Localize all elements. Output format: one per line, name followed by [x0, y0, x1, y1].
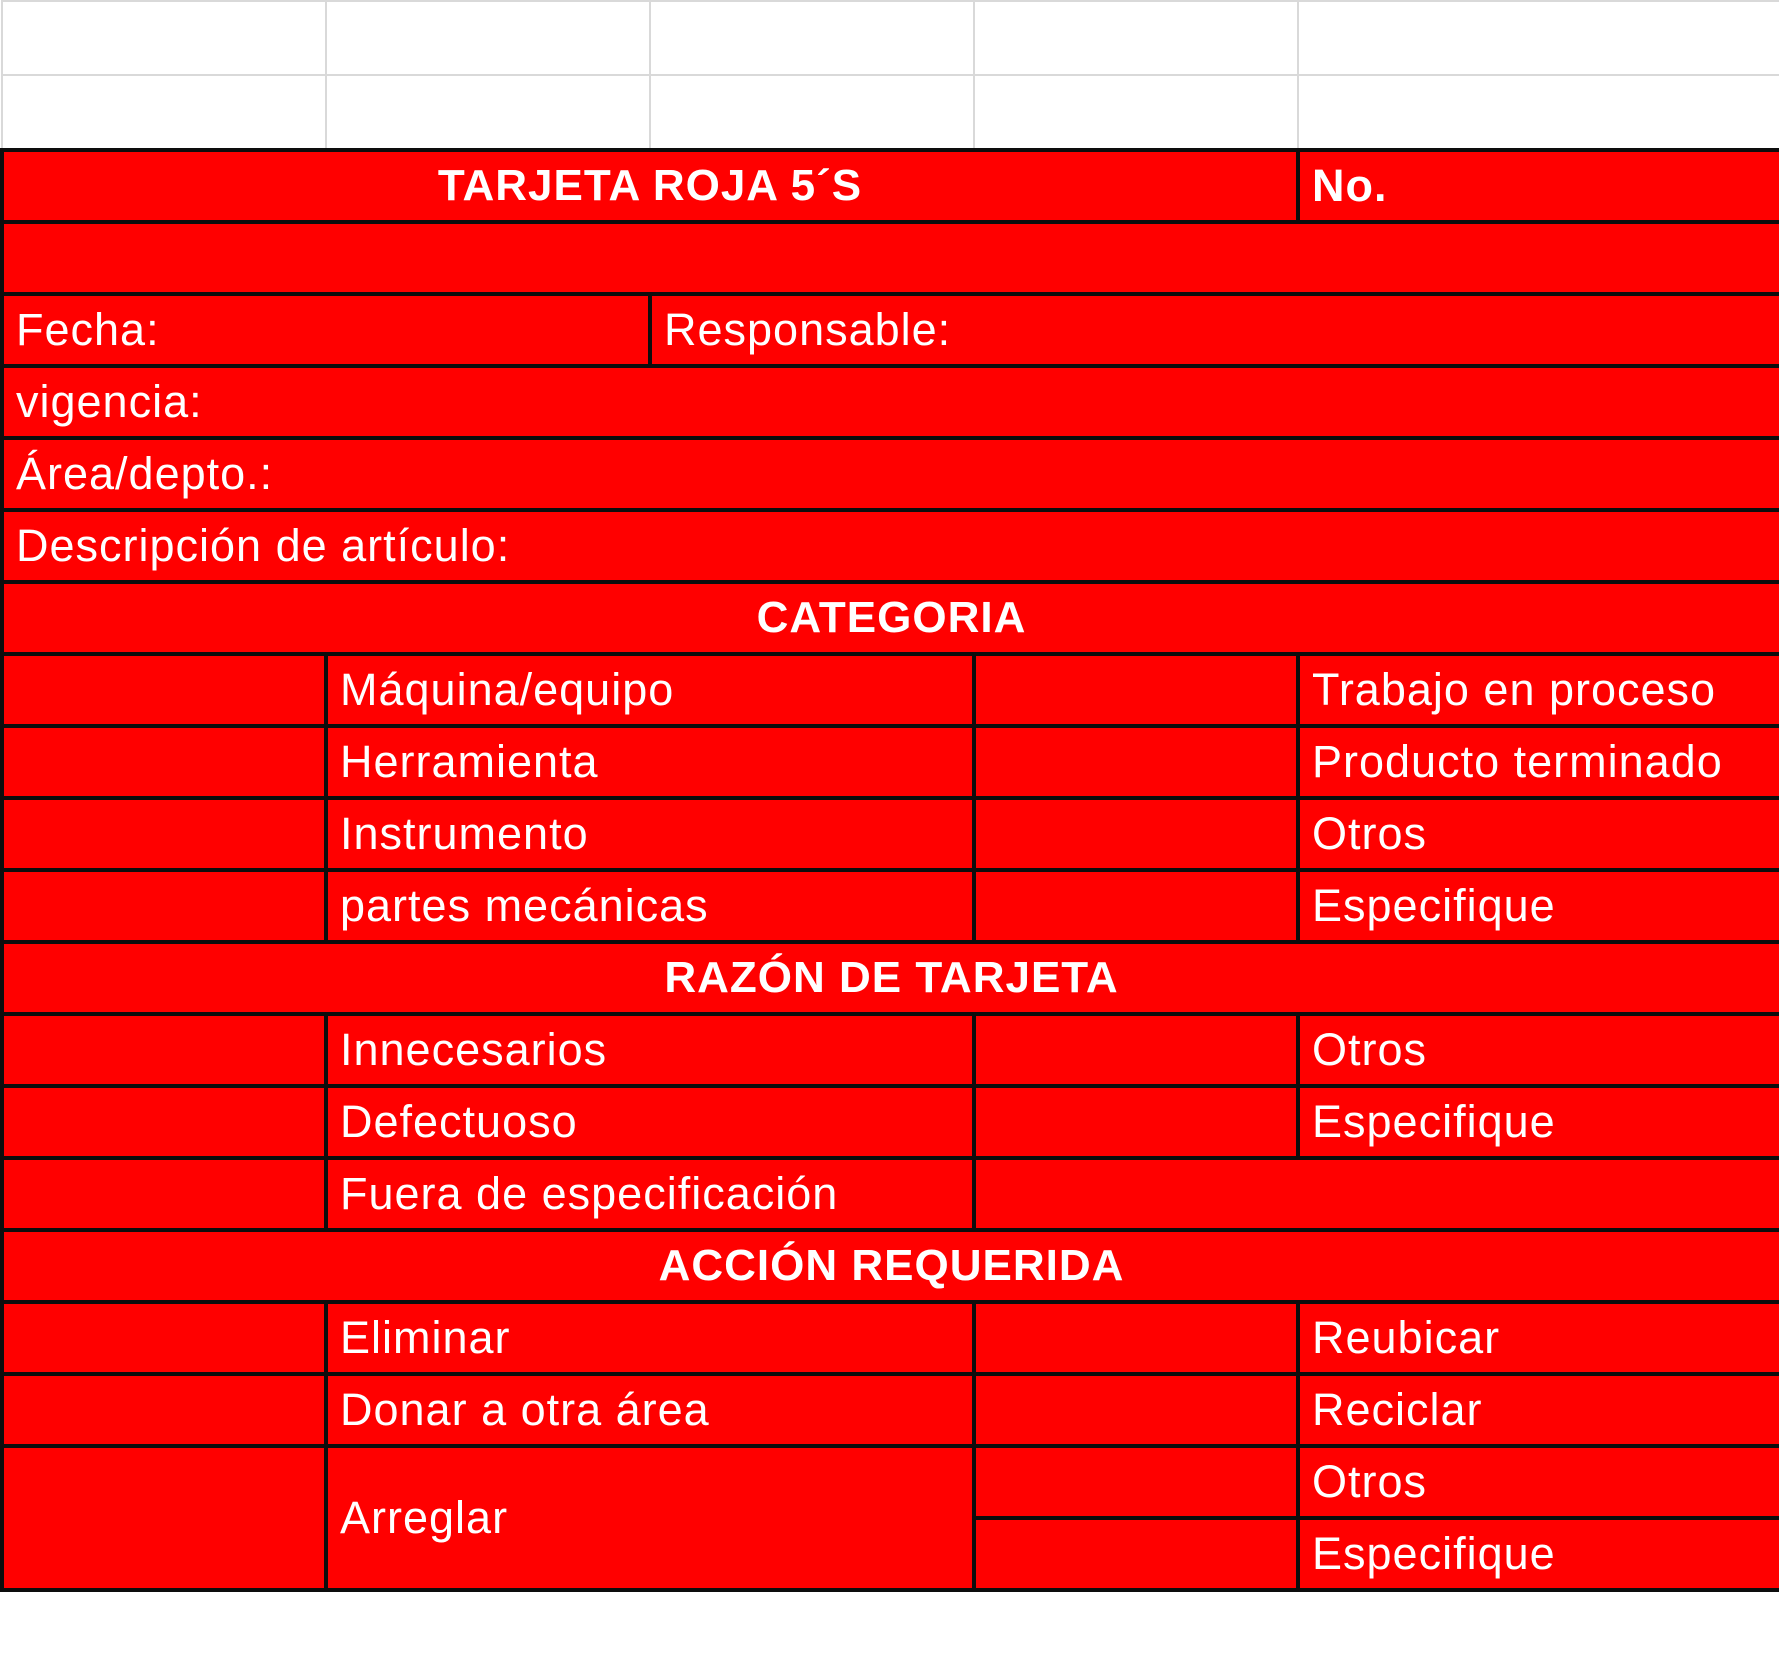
action-option: Reciclar [1298, 1374, 1779, 1446]
reason-header: RAZÓN DE TARJETA [2, 942, 1779, 1014]
reason-option: Innecesarios [326, 1014, 974, 1086]
category-option: Especifique [1298, 870, 1779, 942]
checkbox-cell[interactable] [974, 1446, 1298, 1518]
empty-cell[interactable] [650, 1, 974, 75]
reason-option: Defectuoso [326, 1086, 974, 1158]
checkbox-cell[interactable] [974, 1374, 1298, 1446]
category-option: partes mecánicas [326, 870, 974, 942]
checkbox-cell[interactable] [2, 870, 326, 942]
action-header: ACCIÓN REQUERIDA [2, 1230, 1779, 1302]
checkbox-cell[interactable] [974, 798, 1298, 870]
empty-cell[interactable] [974, 1, 1298, 75]
reason-option: Otros [1298, 1014, 1779, 1086]
reason-option: Fuera de especificación [326, 1158, 974, 1230]
category-option: Otros [1298, 798, 1779, 870]
checkbox-cell[interactable] [974, 654, 1298, 726]
date-responsible-row [2, 294, 1779, 366]
empty-cell[interactable] [2, 1, 326, 75]
category-option: Herramienta [326, 726, 974, 798]
checkbox-cell[interactable] [2, 654, 326, 726]
empty-cell[interactable] [326, 1, 650, 75]
action-option: Especifique [1298, 1518, 1779, 1590]
blank-red-cell[interactable] [974, 1158, 1779, 1230]
category-row [2, 726, 1779, 798]
card-title: TARJETA ROJA 5´S [2, 150, 1298, 222]
description-field[interactable]: Descripción de artículo: [2, 510, 1779, 582]
validity-row [2, 366, 1779, 438]
area-row [2, 438, 1779, 510]
category-option: Trabajo en proceso [1298, 654, 1779, 726]
reason-row [2, 1014, 1779, 1086]
empty-cell[interactable] [1298, 1, 1779, 75]
reason-option: Especifique [1298, 1086, 1779, 1158]
reason-row [2, 1158, 1779, 1230]
checkbox-cell[interactable] [974, 870, 1298, 942]
action-option: Otros [1298, 1446, 1779, 1518]
checkbox-cell[interactable] [2, 1374, 326, 1446]
title-row [2, 150, 1779, 222]
checkbox-cell[interactable] [2, 1158, 326, 1230]
blank-red-cell[interactable] [2, 222, 1779, 294]
empty-cell[interactable] [974, 75, 1298, 150]
reason-header-row [2, 942, 1779, 1014]
category-header: CATEGORIA [2, 582, 1779, 654]
responsible-field[interactable]: Responsable: [650, 294, 1779, 366]
checkbox-cell[interactable] [2, 726, 326, 798]
checkbox-cell[interactable] [974, 726, 1298, 798]
checkbox-cell[interactable] [2, 1086, 326, 1158]
blank-red-row [2, 222, 1779, 294]
checkbox-cell[interactable] [974, 1014, 1298, 1086]
checkbox-cell[interactable] [2, 1446, 326, 1590]
checkbox-cell[interactable] [974, 1302, 1298, 1374]
checkbox-cell[interactable] [2, 1014, 326, 1086]
category-option: Producto terminado [1298, 726, 1779, 798]
number-label[interactable]: No. [1298, 150, 1779, 222]
empty-row [2, 1, 1779, 75]
category-header-row [2, 582, 1779, 654]
checkbox-cell[interactable] [2, 1302, 326, 1374]
checkbox-cell[interactable] [974, 1518, 1298, 1590]
empty-cell[interactable] [326, 75, 650, 150]
category-row [2, 870, 1779, 942]
category-row [2, 654, 1779, 726]
action-row [2, 1374, 1779, 1446]
action-row [2, 1302, 1779, 1374]
checkbox-cell[interactable] [2, 798, 326, 870]
category-option: Máquina/equipo [326, 654, 974, 726]
category-option: Instrumento [326, 798, 974, 870]
reason-row [2, 1086, 1779, 1158]
action-option: Donar a otra área [326, 1374, 974, 1446]
empty-cell[interactable] [650, 75, 974, 150]
category-row [2, 798, 1779, 870]
empty-cell[interactable] [1298, 75, 1779, 150]
area-field[interactable]: Área/depto.: [2, 438, 1779, 510]
action-row [2, 1446, 1779, 1518]
action-option: Arreglar [326, 1446, 974, 1590]
action-header-row [2, 1230, 1779, 1302]
action-option: Reubicar [1298, 1302, 1779, 1374]
empty-cell[interactable] [2, 75, 326, 150]
empty-row [2, 75, 1779, 150]
date-field[interactable]: Fecha: [2, 294, 650, 366]
action-option: Eliminar [326, 1302, 974, 1374]
validity-field[interactable]: vigencia: [2, 366, 1779, 438]
description-row [2, 510, 1779, 582]
checkbox-cell[interactable] [974, 1086, 1298, 1158]
